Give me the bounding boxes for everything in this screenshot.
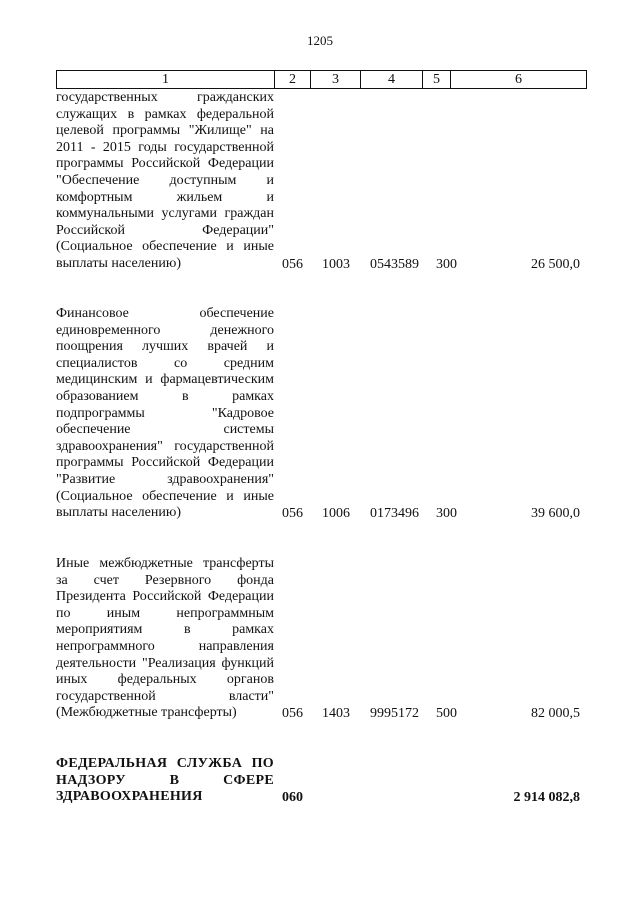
target-article-code: 0173496 (370, 505, 419, 521)
table-row (56, 90, 586, 273)
amount: 39 600,0 (531, 505, 580, 521)
ministry-code: 056 (282, 705, 303, 721)
row-description: Иные межбюджетные трансферты за счет Резервного фонда Президента Российской Федерации по иным непрограммным мероприятиям в рамках непрограммного направления деятельности "Реализация функций иных федеральных органов государственной власти" (Межбюджетные трансферты) (56, 556, 274, 721)
header-col-1: 1 (57, 71, 275, 89)
header-col-6: 6 (451, 71, 587, 89)
section-code: 1006 (322, 505, 350, 521)
section-code: 1003 (322, 256, 350, 272)
amount: 82 000,5 (531, 705, 580, 721)
ministry-code: 056 (282, 256, 303, 272)
row-description: государственных гражданских служащих в рамках федеральной целевой программы "Жилище" на 2011 - 2015 годы государственной программы Российской Федерации "Обеспечение доступным и комфортным жильем и коммунальными услугами граждан Российской Федерации" (Социальное обеспечение и иные выплаты населению) (56, 90, 274, 271)
agency-title: ФЕДЕРАЛЬНАЯ СЛУЖБА ПО НАДЗОРУ В СФЕРЕ ЗДРАВООХРАНЕНИЯ (56, 756, 274, 805)
expense-type-code: 300 (436, 256, 457, 272)
page-number: 1205 (307, 33, 333, 48)
expense-type-code: 500 (436, 705, 457, 721)
ministry-code: 060 (282, 789, 303, 805)
amount: 26 500,0 (531, 256, 580, 272)
column-header-row (56, 70, 587, 89)
row-description: Финансовое обеспечение единовременного денежного поощрения лучших врачей и специалистов со средним медицинским и фармацевтическим образованием в рамках подпрограммы "Кадровое обеспечение системы здравоохранения" государственной программы Российской Федерации "Развитие здравоохранения" (Социальное обеспечение и иные выплаты населению) (56, 306, 274, 521)
target-article-code: 0543589 (370, 256, 419, 272)
target-article-code: 9995172 (370, 705, 419, 721)
ministry-code: 056 (282, 505, 303, 521)
total-row (56, 756, 586, 806)
header-col-2: 2 (275, 71, 311, 89)
table-row (56, 306, 586, 522)
header-col-5: 5 (423, 71, 451, 89)
total-amount: 2 914 082,8 (513, 789, 580, 805)
header-col-3: 3 (311, 71, 361, 89)
section-code: 1403 (322, 705, 350, 721)
header-col-4: 4 (361, 71, 423, 89)
expense-type-code: 300 (436, 505, 457, 521)
table-row (56, 556, 586, 722)
